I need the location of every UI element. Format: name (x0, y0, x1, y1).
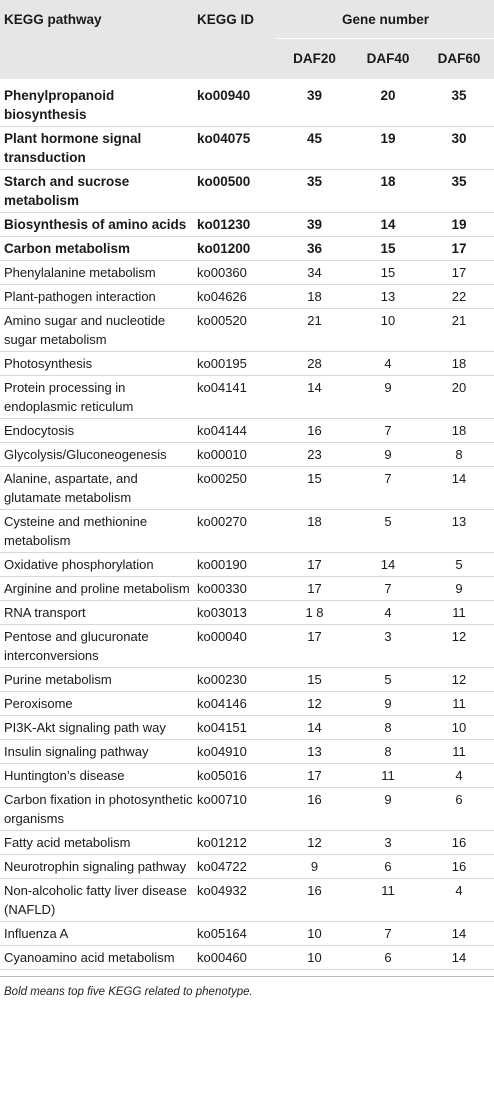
kegg-id-cell: ko03013 (197, 605, 247, 620)
kegg-id-cell: ko00710 (197, 792, 247, 807)
pathway-cell: Oxidative phosphorylation (4, 557, 154, 572)
daf20-cell: 39 (306, 88, 323, 103)
header-kegg-id: KEGG ID (197, 0, 277, 79)
daf60-cell: 12 (451, 629, 467, 644)
daf60-cell: 14 (451, 926, 467, 941)
daf60-cell: 14 (451, 950, 467, 965)
daf60-cell: 10 (451, 720, 467, 735)
daf40-cell: 5 (384, 514, 392, 529)
pathway-cell: Fatty acid metabolism (4, 835, 131, 850)
table-row (0, 213, 494, 237)
table-row (0, 79, 494, 127)
header-gene-number: Gene number (277, 0, 494, 39)
pathway-cell: Plant-pathogen interaction (4, 289, 156, 304)
pathway-cell: Insulin signaling pathway (4, 744, 149, 759)
daf40-cell: 7 (384, 471, 392, 486)
daf20-cell: 45 (306, 131, 323, 146)
table-footnote: Bold means top five KEGG related to phenotype. (4, 986, 253, 998)
daf20-cell: 13 (307, 744, 322, 759)
kegg-id-cell: ko00330 (197, 581, 247, 596)
daf20-cell: 10 (307, 926, 322, 941)
header-daf60: DAF60 (424, 39, 494, 80)
pathway-cell: Phenylpropanoid biosynthesis (4, 88, 115, 122)
daf60-cell: 11 (452, 696, 466, 711)
daf40-cell: 10 (380, 313, 396, 328)
daf20-cell: 12 (307, 696, 322, 711)
daf20-cell: 14 (307, 720, 322, 735)
kegg-id-cell: ko00500 (197, 174, 251, 189)
daf40-cell: 14 (380, 217, 396, 232)
table-row (0, 668, 494, 692)
table-row (0, 443, 494, 467)
daf60-cell: 16 (451, 835, 467, 850)
kegg-id-cell: ko01230 (197, 217, 251, 232)
daf20-cell: 39 (306, 217, 323, 232)
daf40-cell: 3 (384, 629, 392, 644)
table-row (0, 922, 494, 946)
daf40-cell: 8 (384, 744, 392, 759)
daf20-cell: 16 (307, 883, 322, 898)
table-row (0, 510, 494, 553)
table-body (0, 79, 494, 970)
daf40-cell: 8 (384, 720, 392, 735)
daf20-cell: 1 8 (305, 605, 324, 620)
daf20-cell: 17 (307, 557, 322, 572)
daf60-cell: 17 (451, 265, 467, 280)
daf20-cell: 17 (307, 581, 322, 596)
pathway-cell: RNA transport (4, 605, 86, 620)
daf40-cell: 7 (384, 926, 392, 941)
kegg-id-cell: ko04932 (197, 883, 247, 898)
kegg-id-cell: ko00460 (197, 950, 247, 965)
daf60-cell: 4 (455, 768, 463, 783)
pathway-cell: Photosynthesis (4, 356, 93, 371)
pathway-cell: Arginine and proline metabolism (4, 581, 190, 596)
kegg-id-cell: ko00270 (197, 514, 247, 529)
daf40-cell: 4 (384, 605, 392, 620)
daf40-cell: 6 (384, 859, 392, 874)
table-row (0, 577, 494, 601)
table-row (0, 716, 494, 740)
table-row (0, 855, 494, 879)
pathway-cell: Carbon metabolism (4, 241, 131, 256)
kegg-id-cell: ko04626 (197, 289, 247, 304)
daf40-cell: 7 (384, 423, 392, 438)
daf40-cell: 9 (384, 792, 392, 807)
daf60-cell: 11 (452, 744, 466, 759)
kegg-id-cell: ko00940 (197, 88, 251, 103)
table-row (0, 553, 494, 577)
table-row (0, 831, 494, 855)
daf20-cell: 15 (307, 672, 322, 687)
table-row (0, 237, 494, 261)
kegg-id-cell: ko04141 (197, 380, 247, 395)
kegg-id-cell: ko05016 (197, 768, 247, 783)
daf40-cell: 4 (384, 356, 392, 371)
daf60-cell: 14 (451, 471, 467, 486)
kegg-id-cell: ko00360 (197, 265, 247, 280)
daf40-cell: 9 (384, 380, 392, 395)
daf60-cell: 35 (451, 88, 467, 103)
pathway-cell: Purine metabolism (4, 672, 112, 687)
daf40-cell: 9 (384, 696, 392, 711)
pathway-cell: Pentose and glucuronate interconversions (4, 629, 149, 663)
daf40-cell: 11 (381, 883, 395, 898)
daf20-cell: 12 (307, 835, 322, 850)
daf40-cell: 5 (384, 672, 392, 687)
table-row (0, 788, 494, 831)
pathway-cell: Glycolysis/Gluconeogenesis (4, 447, 167, 462)
daf40-cell: 6 (384, 950, 392, 965)
pathway-cell: Amino sugar and nucleotide sugar metabolism (4, 313, 166, 347)
kegg-id-cell: ko00010 (197, 447, 247, 462)
kegg-id-cell: ko04146 (197, 696, 247, 711)
daf40-cell: 14 (380, 557, 396, 572)
table-row (0, 879, 494, 922)
pathway-cell: Plant hormone signal transduction (4, 131, 142, 165)
daf40-cell: 3 (384, 835, 392, 850)
kegg-id-cell: ko04910 (197, 744, 247, 759)
table-row (0, 764, 494, 788)
daf60-cell: 8 (455, 447, 463, 462)
table-row (0, 625, 494, 668)
daf60-cell: 22 (451, 289, 467, 304)
pathway-cell: Phenylalanine metabolism (4, 265, 156, 280)
table-row (0, 285, 494, 309)
header-row-top (0, 0, 494, 39)
pathway-cell: Non-alcoholic fatty liver disease (NAFLD) (4, 883, 187, 917)
daf40-cell: 9 (384, 447, 392, 462)
pathway-cell: PI3K-Akt signaling path way (4, 720, 166, 735)
kegg-id-cell: ko01212 (197, 835, 247, 850)
daf20-cell: 23 (307, 447, 322, 462)
pathway-cell: Starch and sucrose metabolism (4, 174, 130, 208)
daf60-cell: 30 (451, 131, 467, 146)
kegg-id-cell: ko05164 (197, 926, 247, 941)
daf20-cell: 14 (307, 380, 322, 395)
kegg-id-cell: ko04075 (197, 131, 251, 146)
daf60-cell: 6 (455, 792, 463, 807)
kegg-id-cell: ko01200 (197, 241, 251, 256)
daf20-cell: 16 (307, 792, 322, 807)
table-row (0, 601, 494, 625)
header-daf40: DAF40 (352, 39, 424, 80)
daf40-cell: 18 (380, 174, 396, 189)
table-row (0, 261, 494, 285)
pathway-cell: Influenza A (4, 926, 69, 941)
table-row (0, 740, 494, 764)
daf20-cell: 17 (307, 768, 322, 783)
daf20-cell: 21 (307, 313, 322, 328)
daf40-cell: 15 (380, 241, 396, 256)
kegg-id-cell: ko00040 (197, 629, 247, 644)
daf40-cell: 15 (380, 265, 396, 280)
daf20-cell: 18 (307, 289, 322, 304)
daf60-cell: 13 (451, 514, 467, 529)
daf60-cell: 12 (451, 672, 467, 687)
table-row (0, 419, 494, 443)
header-daf20: DAF20 (277, 39, 352, 80)
header-kegg-pathway: KEGG pathway (0, 0, 197, 79)
daf20-cell: 34 (307, 265, 322, 280)
pathway-cell: Alanine, aspartate, and glutamate metabolism (4, 471, 138, 505)
kegg-id-cell: ko00190 (197, 557, 247, 572)
daf20-cell: 28 (307, 356, 322, 371)
pathway-cell: Biosynthesis of amino acids (4, 217, 187, 232)
daf20-cell: 10 (307, 950, 322, 965)
table-row (0, 692, 494, 716)
daf20-cell: 15 (307, 471, 322, 486)
pathway-cell: Neurotrophin signaling pathway (4, 859, 187, 874)
table-row (0, 309, 494, 352)
kegg-id-cell: ko00230 (197, 672, 247, 687)
daf40-cell: 19 (380, 131, 396, 146)
pathway-cell: Cysteine and methionine metabolism (4, 514, 148, 548)
daf40-cell: 13 (380, 289, 396, 304)
pathway-cell: Peroxisome (4, 696, 73, 711)
daf20-cell: 18 (307, 514, 322, 529)
daf60-cell: 4 (455, 883, 463, 898)
daf60-cell: 18 (451, 423, 467, 438)
daf60-cell: 5 (455, 557, 463, 572)
daf20-cell: 9 (310, 859, 319, 874)
table-row (0, 127, 494, 170)
daf20-cell: 35 (306, 174, 323, 189)
daf60-cell: 19 (451, 217, 467, 232)
daf60-cell: 11 (452, 605, 466, 620)
daf60-cell: 21 (451, 313, 467, 328)
pathway-cell: Huntington’s disease (4, 768, 125, 783)
table-row (0, 352, 494, 376)
kegg-id-cell: ko00520 (197, 313, 247, 328)
pathway-cell: Protein processing in endoplasmic reticulum (4, 380, 134, 414)
daf40-cell: 7 (384, 581, 392, 596)
daf60-cell: 35 (451, 174, 467, 189)
daf20-cell: 36 (306, 241, 323, 256)
daf60-cell: 20 (451, 380, 467, 395)
table-row (0, 170, 494, 213)
pathway-cell: Carbon fixation in photosynthetic organisms (4, 792, 193, 826)
daf60-cell: 17 (451, 241, 467, 256)
table-row (0, 946, 494, 970)
kegg-id-cell: ko04151 (197, 720, 247, 735)
kegg-id-cell: ko00250 (197, 471, 247, 486)
kegg-id-cell: ko00195 (197, 356, 247, 371)
pathway-cell: Cyanoamino acid metabolism (4, 950, 175, 965)
daf20-cell: 16 (307, 423, 322, 438)
table-row (0, 467, 494, 510)
daf60-cell: 18 (451, 356, 467, 371)
kegg-id-cell: ko04722 (197, 859, 247, 874)
daf40-cell: 11 (381, 768, 395, 783)
daf20-cell: 17 (307, 629, 322, 644)
kegg-id-cell: ko04144 (197, 423, 247, 438)
daf60-cell: 9 (455, 581, 463, 596)
table-row (0, 376, 494, 419)
daf40-cell: 20 (380, 88, 396, 103)
pathway-cell: Endocytosis (4, 423, 75, 438)
daf60-cell: 16 (451, 859, 467, 874)
